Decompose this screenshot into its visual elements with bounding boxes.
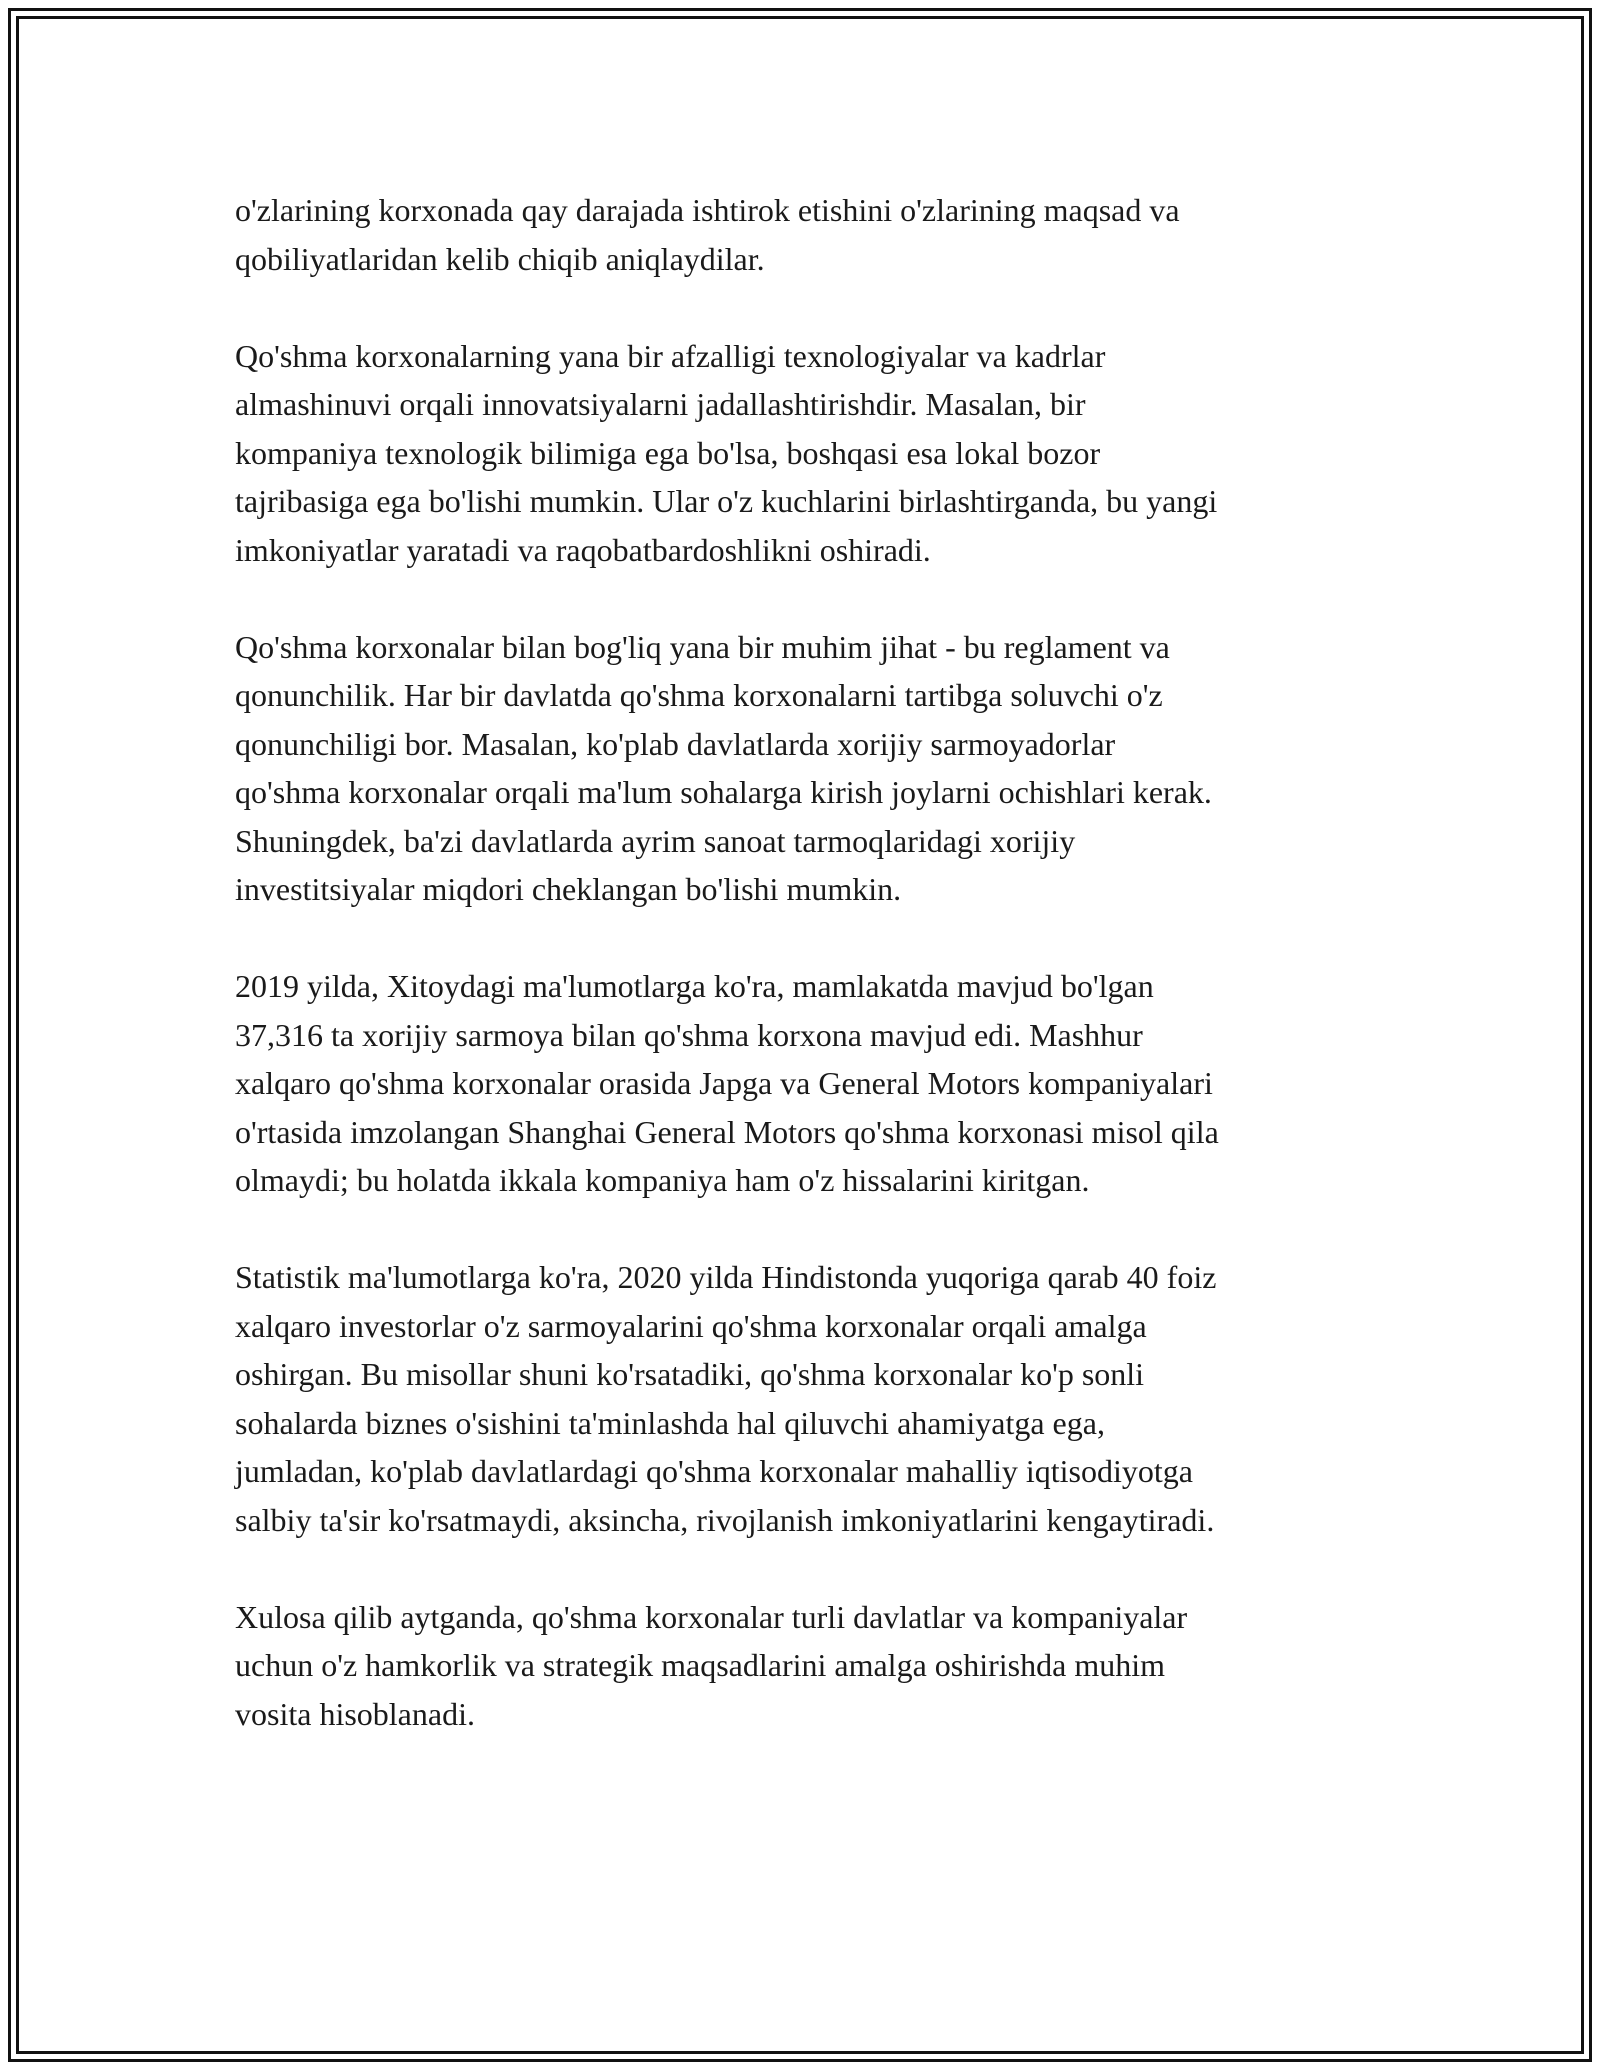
text-line: imkoniyatlar yaratadi va raqobatbardoshlikni oshiradi.: [235, 531, 931, 568]
text-line: sohalarda biznes o'sishini ta'minlashda hal qiluvchi ahamiyatga ega,: [235, 1404, 1105, 1441]
text-line: oshirgan. Bu misollar shuni ko'rsatadiki, qo'shma korxonalar ko'p sonli: [235, 1356, 1145, 1392]
text-line: Shuningdek, ba'zi davlatlarda ayrim sanoat tarmoqlaridagi xorijiy: [235, 822, 1076, 859]
text-line: qonunchilik. Har bir davlatda qo'shma korxonalarni tartibga soluvchi o'z: [235, 677, 1163, 713]
paragraph-4: [235, 962, 1375, 1205]
text-line: xalqaro investorlar o'z sarmoyalarini qo'shma korxonalar orqali amalga: [235, 1307, 1147, 1344]
text-line: kompaniya texnologik bilimiga ega bo'lsa, boshqasi esa lokal bozor: [235, 434, 1101, 471]
paragraph-3: [235, 623, 1375, 914]
text-line: 37,316 ta xorijiy sarmoya bilan qo'shma korxona mavjud edi. Mashhur: [235, 1016, 1143, 1053]
paragraph-2: [235, 332, 1375, 575]
paragraph-6: [235, 1593, 1375, 1739]
text-line: Statistik ma'lumotlarga ko'ra, 2020 yilda Hindistonda yuqoriga qarab 40 foiz: [235, 1259, 1217, 1295]
text-line: jumladan, ko'plab davlatlardagi qo'shma korxonalar mahalliy iqtisodiyotga: [235, 1453, 1193, 1489]
text-line: investitsiyalar miqdori cheklangan bo'lishi mumkin.: [235, 871, 902, 907]
paragraph-5: [235, 1253, 1375, 1544]
text-line: Qo'shma korxonalarning yana bir afzalligi texnologiyalar va kadrlar: [235, 337, 1106, 374]
text-line: almashinuvi orqali innovatsiyalarni jadallashtirishdir. Masalan, bir: [235, 386, 1086, 422]
text-line: tajribasiga ega bo'lishi mumkin. Ular o'z kuchlarini birlashtirganda, bu yangi: [235, 483, 1218, 519]
text-line: uchun o'z hamkorlik va strategik maqsadlarini amalga oshirishda muhim: [235, 1647, 1165, 1683]
text-line: Xulosa qilib aytganda, qo'shma korxonalar turli davlatlar va kompaniyalar: [235, 1598, 1188, 1635]
text-line: qobiliyatlaridan kelib chiqib aniqlaydilar.: [235, 240, 765, 277]
text-line: olmaydi; bu holatda ikkala kompaniya ham o'z hissalarini kiritgan.: [235, 1162, 1090, 1198]
text-line: qonunchiligi bor. Masalan, ko'plab davlatlarda xorijiy sarmoyadorlar: [235, 725, 1116, 762]
text-line: vosita hisoblanadi.: [235, 1695, 475, 1732]
text-line: 2019 yilda, Xitoydagi ma'lumotlarga ko'ra, mamlakatda mavjud bo'lgan: [235, 968, 1154, 1004]
text-line: salbiy ta'sir ko'rsatmaydi, aksincha, rivojlanish imkoniyatlarini kengaytiradi.: [235, 1501, 1215, 1538]
text-line: Qo'shma korxonalar bilan bog'liq yana bir muhim jihat - bu reglament va: [235, 628, 1170, 665]
text-line: xalqaro qo'shma korxonalar orasida Japga va General Motors kompaniyalari: [235, 1065, 1213, 1101]
text-line: qo'shma korxonalar orqali ma'lum sohalarga kirish joylarni ochishlari kerak.: [235, 774, 1212, 810]
paragraph-1: [235, 186, 1375, 283]
document-body: [235, 186, 1375, 1787]
text-line: o'rtasida imzolangan Shanghai General Motors qo'shma korxonasi misol qila: [235, 1113, 1219, 1150]
text-line: o'zlarining korxonada qay darajada ishtirok etishini o'zlarining maqsad va: [235, 192, 1180, 228]
